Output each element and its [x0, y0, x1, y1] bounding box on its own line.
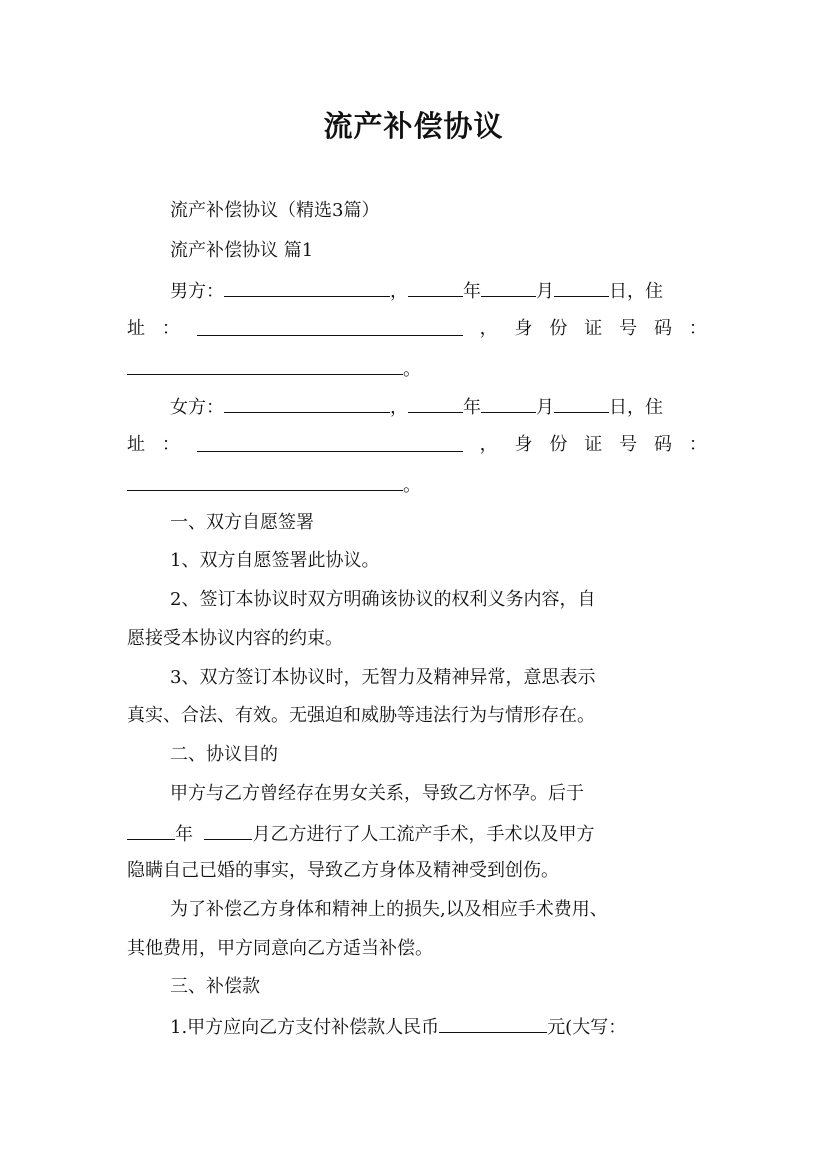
- surgery-month-blank: [204, 822, 252, 840]
- section-1-para-2a: 2、签订本协议时双方明确该协议的权利义务内容，自: [170, 589, 596, 610]
- male-id-line: 。: [127, 357, 707, 381]
- male-name-blank: [224, 279, 390, 297]
- section-2-para-1a: 甲方与乙方曾经存在男女关系，导致乙方怀孕。后于: [170, 783, 584, 804]
- section-1-para-3a: 3、双方签订本协议时，无智力及精神异常，意思表示: [170, 667, 596, 688]
- female-id-blank: [127, 473, 403, 491]
- male-address-blank: [197, 318, 463, 336]
- male-id-blank: [127, 357, 403, 375]
- female-address-blank: [197, 434, 463, 452]
- section-1-heading: 一、双方自愿签署: [170, 512, 314, 533]
- female-name-blank: [224, 395, 390, 413]
- section-2-para-1b: 年 月乙方进行了人工流产手术，手术以及甲方: [127, 822, 707, 846]
- section-3-heading: 三、补偿款: [170, 976, 260, 997]
- section-2-para-2a: 为了补偿乙方身体和精神上的损失,以及相应手术费用、: [170, 899, 608, 920]
- compensation-amount-blank: [439, 1015, 547, 1033]
- section-1-para-3b: 真实、合法、有效。无强迫和威胁等违法行为与情形存在。: [127, 705, 595, 726]
- male-label: 男方：: [170, 281, 224, 302]
- male-day-blank: [554, 279, 609, 297]
- male-year-blank: [408, 279, 463, 297]
- female-address-line: 址 ： ， 身 份 证 号 码 ：: [127, 434, 707, 455]
- subtitle: 流产补偿协议（精选3篇）: [170, 200, 380, 221]
- section-2-para-2b: 其他费用，甲方同意向乙方适当补偿。: [127, 938, 433, 959]
- section-1-para-2b: 愿接受本协议内容的约束。: [127, 628, 343, 649]
- page-title: 流产补偿协议: [323, 109, 504, 143]
- female-day-blank: [554, 395, 609, 413]
- surgery-year-blank: [127, 822, 175, 840]
- female-party-line: 女方： ， 年 月 日，住: [170, 397, 663, 418]
- male-month-blank: [481, 279, 536, 297]
- female-year-blank: [408, 395, 463, 413]
- male-address-line: 址 ： ， 身 份 证 号 码 ：: [127, 318, 707, 339]
- section-2-heading: 二、协议目的: [170, 744, 278, 765]
- male-party-line: 男方： ， 年 月 日，住: [170, 281, 663, 302]
- female-label: 女方：: [170, 397, 224, 418]
- female-id-line: 。: [127, 473, 707, 497]
- section-title: 流产补偿协议 篇1: [170, 240, 314, 261]
- section-2-para-1c: 隐瞒自己已婚的事实，导致乙方身体及精神受到创伤。: [127, 860, 559, 881]
- section-3-para-1: 1.甲方应向乙方支付补偿款人民币 元(大写：: [170, 1017, 627, 1038]
- female-month-blank: [481, 395, 536, 413]
- section-1-para-1: 1、双方自愿签署此协议。: [170, 550, 380, 571]
